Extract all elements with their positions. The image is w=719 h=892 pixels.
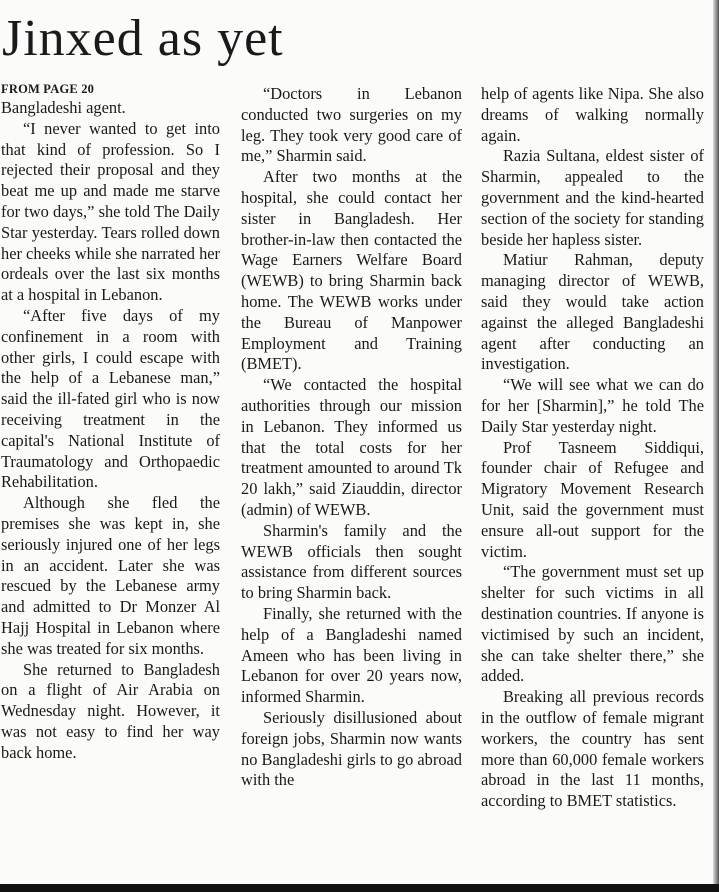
paragraph: “We contacted the hospital authorities through our mission in Lebanon. They informed us that the total costs for her treatment amounted to around Tk 20 lakh,” said Ziauddin, director (admin) of WEWB. [241,375,462,519]
article-column-3 [481,84,704,812]
article-column-1 [1,81,220,764]
paragraph: “I never wanted to get into that kind of profession. So I rejected their proposal and they beat me up and made me starve for two days,” she told The Daily Star yesterday. Tears rolled down her cheeks while she narrated her ordeals over the last six months at a hospital in Lebanon. [1,118,220,305]
paragraph: Breaking all previous records in the outflow of female migrant workers, the country has sent more than 60,000 female workers abroad in the last 11 months, according to BMET statistics. [481,687,704,811]
headline: Jinxed as yet [2,10,284,67]
article-column-2 [241,84,462,791]
paragraph: Seriously disillusioned about foreign jobs, Sharmin now wants no Bangladeshi girls to go abroad with the [241,707,462,790]
paragraph: Although she fled the premises she was kept in, she seriously injured one of her legs in an accident. Later she was rescued by the Lebanese army and admitted to Dr Monzer Al Hajj Hospital in Lebanon where she was treated for six months. [1,493,220,658]
bottom-border [0,884,719,892]
paragraph: Prof Tasneem Siddiqui, founder chair of Refugee and Migratory Movement Research Unit, said the government must ensure all-out support for the victim. [481,437,704,561]
paragraph: Matiur Rahman, deputy managing director of WEWB, said they would take action against the alleged Bangladeshi agent after conducting an investigation. [481,250,704,374]
paragraph: Sharmin's family and the WEWB officials then sought assistance from different sources to bring Sharmin back. [241,520,462,603]
paragraph: help of agents like Nipa. She also dreams of walking normally again. [481,84,704,145]
paragraph: Razia Sultana, eldest sister of Sharmin, appealed to the government and the kind-hearted section of the society for standing beside her hapless sister. [481,146,704,249]
paragraph: After two months at the hospital, she could contact her sister in Bangladesh. Her brother-in-law then contacted the Wage Earners Welfare Board (WEWB) to bring Sharmin back home. The WEWB works under the Bureau of Manpower Employment and Training (BMET). [241,167,462,374]
paragraph: She returned to Bangladesh on a flight of Air Arabia on Wednesday night. However, it was not easy to find her way back home. [1,659,220,762]
paragraph: “After five days of my confinement in a room with other girls, I could escape with the help of a Lebanese man,” said the ill-fated girl who is now receiving treatment in the capital's National Institute of Traumatology and Orthopaedic Rehabilitation. [1,305,220,492]
continuation-kicker: FROM PAGE 20 [1,82,95,96]
scan-edge-shadow [713,0,719,892]
paragraph: “Doctors in Lebanon conducted two surgeries on my leg. They took very good care of me,” Sharmin said. [241,84,462,166]
paragraph: Bangladeshi agent. [1,98,126,117]
paragraph: Finally, she returned with the help of a Bangladeshi named Ameen who has been living in Lebanon for over 20 years now, informed Sharmin. [241,603,462,707]
paragraph: “The government must set up shelter for such victims in all destination countries. If anyone is victimised by such an incident, she can take shelter there,” she added. [481,562,704,686]
paragraph: “We will see what we can do for her [Sharmin],” he told The Daily Star yesterday night. [481,375,704,436]
